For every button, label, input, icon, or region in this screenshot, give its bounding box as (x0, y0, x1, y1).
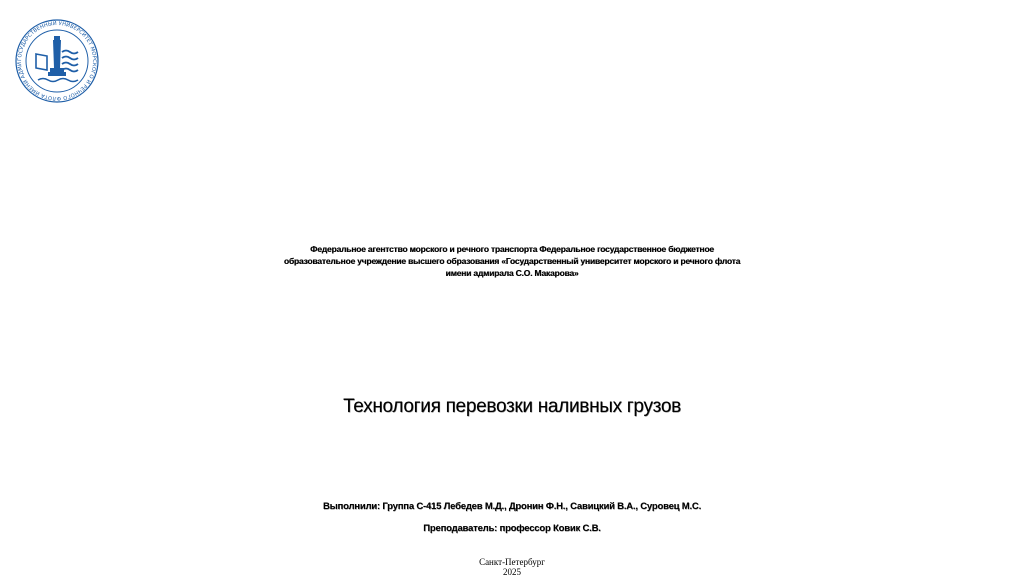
university-seal-icon (14, 18, 100, 104)
footer-city: Санкт-Петербург (479, 557, 545, 567)
organization-line-2: образовательное учреждение высшего образования «Государственный университет морского и речного флота (283, 256, 741, 266)
organization-line-3: имени адмирала С.О. Макарова» (445, 268, 579, 278)
footer (0, 557, 1024, 576)
authors-line: Выполнили: Группа С-415 Лебедев М.Д., Дронин Ф.Н., Савицкий В.А., Суровец М.С. (322, 501, 702, 512)
seal-ring-text: ГОСУДАРСТВЕННЫЙ УНИВЕРСИТЕТ МОРСКОГО И РЕЧНОГО ФЛОТА ИМЕНИ АДМИ (16, 20, 98, 102)
organization-line-1: Федеральное агентство морского и речного транспорта Федеральное государственное бюджетное (310, 244, 714, 254)
teacher-line: Преподаватель: профессор Ковик С.В. (423, 523, 601, 534)
organization-name (250, 243, 774, 279)
slide-title: Технология перевозки наливных грузов (343, 396, 681, 417)
footer-year: 2025 (503, 567, 521, 576)
